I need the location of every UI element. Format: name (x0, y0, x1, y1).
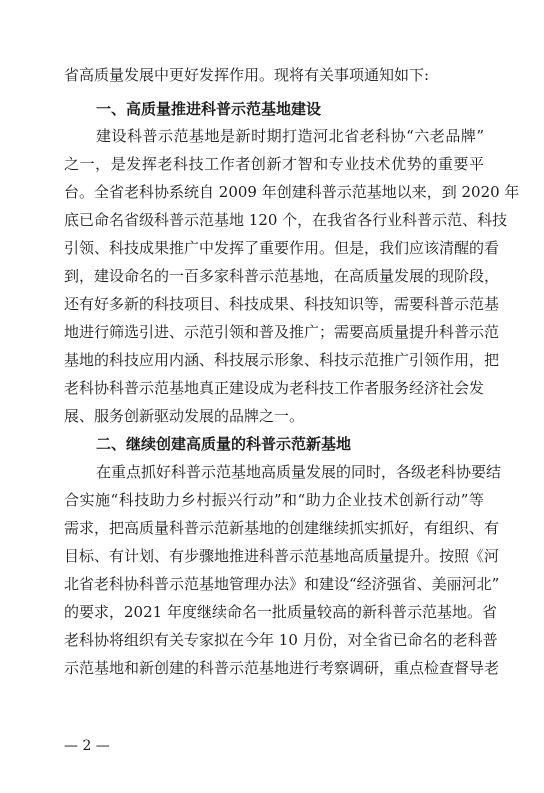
intro-line: 省高质量发展中更好发挥作用。现将有关事项通知如下: (64, 66, 430, 84)
paragraph-line: 展、服务创新驱动发展的品牌之一。 (64, 407, 305, 425)
paragraph-line: 台。全省老科协系统自 2009 年创建科普示范基地以来，到 2020 年 (64, 183, 520, 201)
paragraph-line: 需求，把高质量科普示范新基地的创建继续抓实抓好，有组织、有 (64, 519, 500, 537)
paragraph-line: 的要求，2021 年度继续命名一批质量较高的新科普示范基地。省 (64, 603, 497, 621)
paragraph-line: 老科协将组织有关专家拟在今年 10 月份，对全省已命名的老科普 (64, 631, 498, 649)
paragraph-line: 老科协科普示范基地真正建设成为老科技工作者服务经济社会发 (64, 379, 485, 397)
paragraph-line: 建设科普示范基地是新时期打造河北省老科协“六老品牌” (96, 127, 484, 145)
paragraph-line: 北省老科协科普示范基地管理办法》和建设“经济强省、美丽河北” (64, 575, 500, 593)
paragraph-line: 地进行筛选引进、示范引领和普及推广；需要高质量提升科普示范 (64, 323, 500, 341)
section-heading-1: 一、高质量推进科普示范基地建设 (96, 100, 322, 118)
paragraph-line: 示范基地和新创建的科普示范基地进行考察调研，重点检查督导老 (64, 659, 500, 677)
paragraph-line: 基地的科技应用内涵、科技展示形象、科技示范推广引领作用，把 (64, 351, 500, 369)
paragraph-line: 底已命名省级科普示范基地 120 个，在我省各行业科普示范、科技 (64, 211, 508, 229)
page-number: — 2 — (64, 738, 110, 754)
paragraph-line: 目标、有计划、有步骤地推进科普示范基地高质量提升。按照《河 (64, 547, 500, 565)
paragraph-line: 还有好多新的科技项目、科技成果、科技知识等，需要科普示范基 (64, 295, 500, 313)
paragraph-line: 引领、科技成果推广中发挥了重要作用。但是，我们应该清醒的看 (64, 239, 500, 257)
section-heading-2: 二、继续创建高质量的科普示范新基地 (96, 435, 352, 453)
paragraph-line: 合实施“科技助力乡村振兴行动”和“助力企业技术创新行动”等 (64, 491, 484, 509)
paragraph-line: 到，建设命名的一百多家科普示范基地，在高质量发展的现阶段， (64, 267, 500, 285)
paragraph-line: 之一，是发挥老科技工作者创新才智和专业技术优势的重要平 (64, 155, 484, 173)
paragraph-line: 在重点抓好科普示范基地高质量发展的同时，各级老科协要结 (96, 463, 502, 481)
